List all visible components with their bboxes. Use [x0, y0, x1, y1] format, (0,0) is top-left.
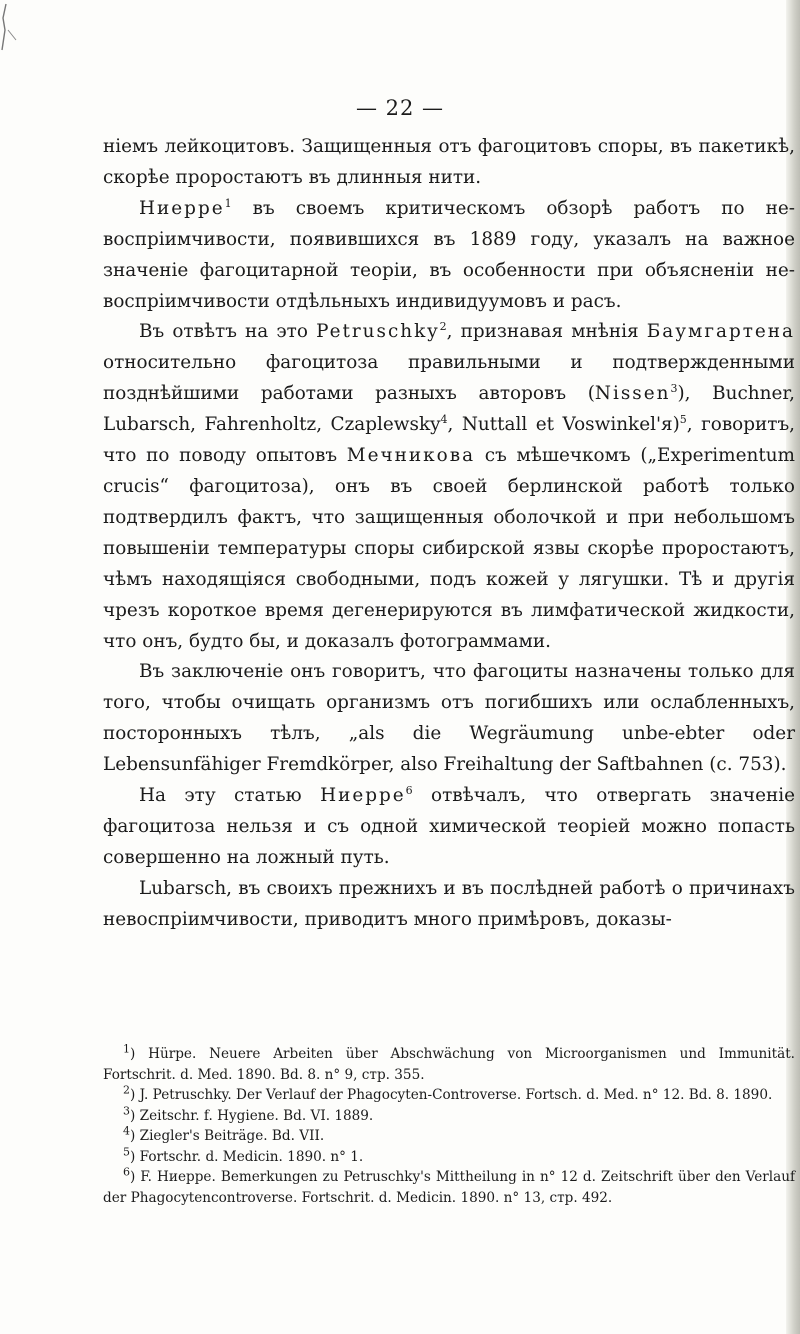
footnote-text: Hürpe. Neuere Arbeiten über Abschwächung von Microorganismen und Immunität. Fortschrit. d. Med. 1890. Bd. 8. n° 9, стр. 355.: [103, 1046, 796, 1083]
footnote: $^4$) Ziegler's Beiträge. Bd. VII.: [123, 1124, 325, 1144]
footnote-mark: 3: [123, 1103, 130, 1117]
footnote-text: Zeitschr. f. Hygiene. Bd. VI. 1889.: [139, 1107, 374, 1124]
paragraph-text: относительно фагоцитоза правильными и подтвержденными позднѣйшими работами разныхъ авторовъ (: [103, 352, 795, 405]
footnote-text: Fortschr. d. Medicin. 1890. n° 1.: [139, 1148, 364, 1165]
paragraph-text: съ мѣшечкомъ („Experimentum crucis“ фагоцитоза), онъ въ своей берлинской работѣ только подтвердилъ фактъ, что защищенныя оболочкой и при небольшомъ повышеніи температуры споры сибирской язвы скорѣе проростаютъ, чѣмъ находящіяся свободными, подъ кожей у лягушки. Тѣ и другія чрезъ короткое время дегенерируются въ лимфатической жидкости, что онъ, будто бы, и доказалъ фотограммами.: [103, 445, 795, 652]
page-number: — 22 —: [355, 96, 445, 120]
paragraph-4: Въ заключеніе онъ говоритъ, что фагоциты назначены только для того, чтобы очищать организмъ отъ погибшихъ или ослабленныхъ, посторонныхъ тѣлъ, „als die Wegräumung unbe-ebter oder Lebensunfähiger Fremdkörper, also Freihaltung der Saftbahnen (с. 753).: [103, 661, 795, 776]
paragraph-text: въ своемъ критическомъ обзорѣ работъ по не-воспріимчивости, появившихся въ 1889 году, указалъ на важное значеніе фагоцитарной теоріи, въ особенности при объясненіи не-воспріимчивости отдѣльныхъ индивидуумовъ и расъ.: [103, 197, 795, 312]
paragraph-text: , говоритъ, что по поводу опытовъ: [103, 414, 795, 467]
paragraph-text: ), Buchner, Lubarsch, Fahrenholtz, Czaplewsky: [103, 383, 795, 436]
paragraph-text: отвѣчалъ, что отвергать значеніе фагоцитоза нельзя и съ одной химической теоріей можно попасть совершенно на ложный путь.: [103, 785, 795, 868]
footnote-mark: 2: [123, 1083, 130, 1097]
pencil-mark: [0, 0, 30, 70]
footnote-ref: 4: [440, 413, 448, 427]
paragraph-3: [103, 317, 795, 657]
footnote-mark: 1: [123, 1042, 130, 1056]
footnote-mark: 4: [123, 1124, 130, 1138]
paragraph-2: [103, 194, 795, 318]
footnote-ref: 2: [439, 320, 447, 334]
footnote-ref: 6: [405, 783, 413, 797]
author-name: Hиерре: [320, 785, 406, 807]
footnote-ref: 1: [224, 196, 232, 210]
footnote-mark: 5: [123, 1144, 130, 1158]
main-text: [103, 132, 795, 936]
footnote-ref: 3: [670, 382, 678, 396]
footnote: $^5$) Fortschr. d. Medicin. 1890. n° 1.: [123, 1144, 364, 1165]
paragraph-1: ніемъ лейкоцитовъ. Защищенныя отъ фагоцитовъ споры, въ пакетикѣ, скорѣе проростаютъ въ длинныя нити.: [103, 136, 795, 188]
footnote: $^2$) J. Petruschky. Der Verlauf der Phagocyten-Controverse. Fortsch. d. Med. n° 12. Bd. 8. 1890.: [123, 1083, 773, 1103]
footnote: $^1$) Hürpe. Neuere Arbeiten über Abschwächung von Microorganismen und Immunität. Fortschrit. d. Med. 1890. Bd. 8. n° 9, стр. 355.: [103, 1042, 796, 1083]
footnote: $^3$) Zeitschr. f. Hygiene. Bd. VI. 1889.: [123, 1103, 374, 1124]
paragraph-text: , признавая мнѣнія: [446, 321, 647, 343]
footnote-text: J. Petruschky. Der Verlauf der Phagocyten-Controverse. Fortsch. d. Med. n° 12. Bd. 8. 1890.: [139, 1087, 773, 1103]
paragraph-5: [103, 781, 795, 874]
author-name: Баумгартена: [646, 321, 795, 343]
footnotes: [103, 1044, 795, 1208]
footnote-mark: 6: [123, 1165, 130, 1179]
paragraph-text: На эту статью: [139, 785, 321, 807]
author-name: Hиерре: [139, 197, 225, 219]
author-name: Мечникова: [346, 445, 476, 467]
paragraph-text: Въ отвѣтъ на это: [139, 321, 317, 343]
footnote-text: Ziegler's Beiträge. Bd. VII.: [139, 1128, 325, 1144]
footnote: $^6$) F. Hиерре. Bemerkungen zu Petruschky's Mittheilung in n° 12 d. Zeitschrift über den Verlauf der Phagocytencontroverse. Fortschrit. d. Medicin. 1890. n° 13, стр. 492.: [103, 1165, 795, 1206]
paragraph-6: Lubarsch, въ своихъ прежнихъ и въ послѣдней работѣ о причинахъ невоспріимчивости, приводитъ много примѣровъ, доказы-: [103, 877, 795, 930]
author-name: Petruschky: [316, 321, 440, 343]
footnote-ref: 5: [679, 413, 687, 427]
paragraph-text: , Nuttall et Voswinkel'я): [447, 414, 680, 436]
author-name: Nissen: [594, 383, 671, 405]
footnote-text: F. Hиерре. Bemerkungen zu Petruschky's Mittheilung in n° 12 d. Zeitschrift über den Verlauf der Phagocytencontroverse. Fortschrit. d. Medicin. 1890. n° 13, стр. 492.: [103, 1169, 795, 1206]
